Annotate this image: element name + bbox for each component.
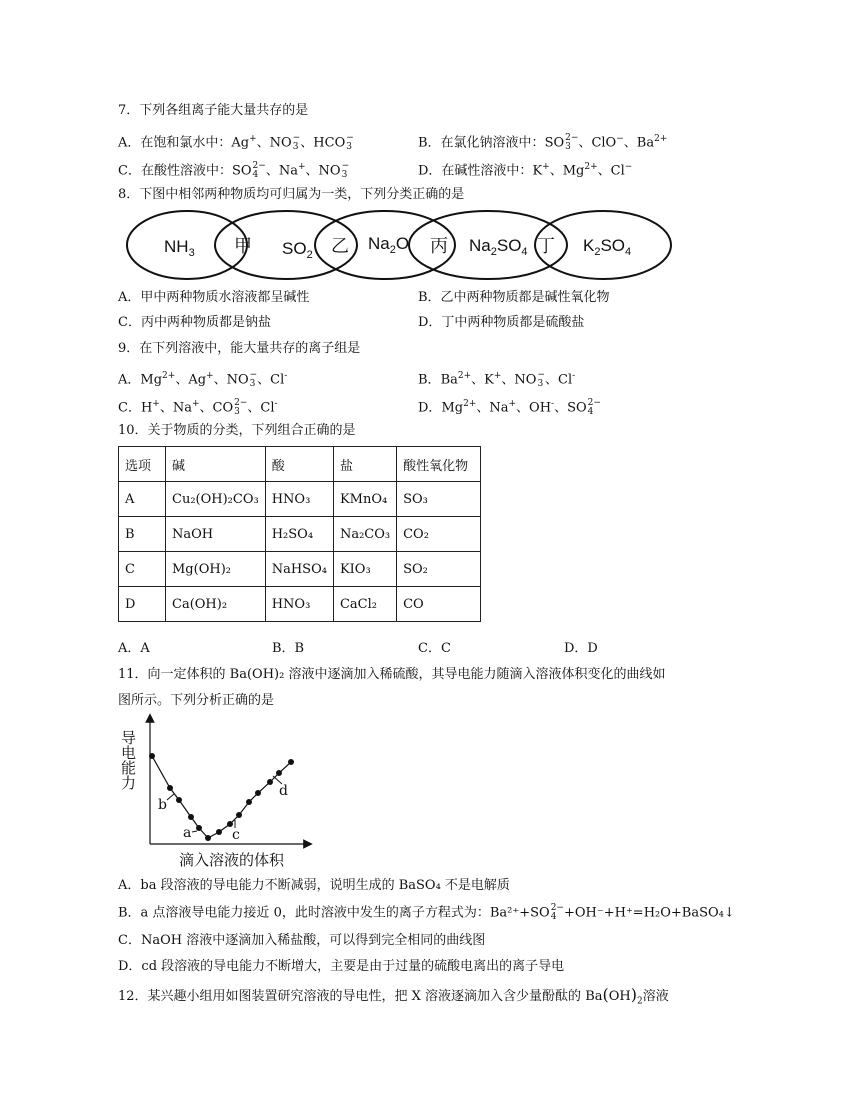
table-cell: Ca(OH)₂ [166, 587, 266, 622]
table-cell: B [119, 517, 166, 552]
data-point [167, 785, 173, 791]
q9-option-d: D．$Mg^{2+}$、Na+、OH-、SO 2− 4 [418, 397, 601, 417]
table-cell: H₂SO₄ [265, 517, 333, 552]
q10-option-b: B．B [272, 641, 305, 656]
data-point [255, 790, 261, 796]
overlap-bing: 丙 [430, 236, 448, 257]
q8-option-d: D．丁中两种物质都是硫酸盐 [418, 315, 585, 330]
q11-option-d: D．cd 段溶液的导电能力不断增大，主要是由于过量的硫酸电离出的离子导电 [118, 959, 565, 974]
q7-option-a: A．在饱和氯水中：Ag+、NO − 3 、HCO − 3 [118, 132, 354, 152]
leader-a [192, 831, 197, 832]
table-cell: Cu₂(OH)₂CO₃ [166, 482, 266, 517]
table-row [119, 552, 481, 587]
label-c: c [232, 827, 240, 843]
q11-option-b: B．a 点溶液导电能力接近 0，此时溶液中发生的离子方程式为：Ba²⁺+SO 2− 4 +OH⁻+H⁺=H₂O+BaSO₄↓ [118, 903, 735, 922]
table-header-cell: 碱 [166, 447, 266, 482]
label-so2: $SO_2$ [282, 239, 313, 261]
table-header-row [119, 447, 481, 482]
q8-option-b: B．乙中两种物质都是碱性氧化物 [418, 290, 610, 305]
q7-option-d: D．在碱性溶液中：K+、$Mg^{2+}$、Cl− [418, 162, 633, 179]
table-cell: CO₂ [397, 517, 481, 552]
data-point [236, 812, 242, 818]
q11-option-c: C．NaOH 溶液中逐滴加入稀盐酸，可以得到完全相同的曲线图 [118, 933, 486, 948]
table-cell: Mg(OH)₂ [166, 552, 266, 587]
label-na2o: $Na_2O$ [368, 234, 410, 256]
data-point [216, 829, 222, 835]
table-cell: D [119, 587, 166, 622]
q11-stem-line1: 11．向一定体积的 Ba(OH)₂ 溶液中逐滴加入稀硫酸，其导电能力随滴入溶液体积变化的曲线如 [118, 667, 666, 682]
table-header-cell: 选项 [119, 447, 166, 482]
q9-stem: 9．在下列溶液中，能大量共存的离子组是 [118, 341, 361, 356]
table-row [119, 482, 481, 517]
q7-option-c: C．在酸性溶液中：SO 2− 4 、Na+、NO − 3 [118, 160, 350, 180]
leader-b [167, 794, 174, 800]
q10-option-a: A．A [118, 641, 150, 656]
q11-option-a: A．ba 段溶液的导电能力不断减弱，说明生成的 BaSO₄ 不是电解质 [118, 878, 510, 893]
overlap-jia: 甲 [234, 236, 252, 257]
table-row [119, 587, 481, 622]
table-cell: SO₃ [397, 482, 481, 517]
overlap-yi: 乙 [331, 236, 349, 257]
q7-stem: 7．下列各组离子能大量共存的是 [118, 103, 309, 118]
overlap-ding: 丁 [537, 236, 555, 257]
table-cell: SO₂ [397, 552, 481, 587]
q9-option-a: A．$Mg^{2+}$、Ag+、NO − 3 、Cl- [118, 369, 288, 389]
table-cell: HNO₃ [265, 482, 333, 517]
data-point [205, 835, 211, 841]
conductivity-chart [119, 712, 312, 872]
table-cell: HNO₃ [265, 587, 333, 622]
table-cell: CaCl₂ [333, 587, 396, 622]
classification-table [118, 446, 481, 622]
table-row [119, 517, 481, 552]
label-na2so4: $Na_2SO_4$ [469, 236, 528, 258]
data-point [149, 753, 155, 759]
table-cell: Na₂CO₃ [333, 517, 396, 552]
q8-option-c: C．丙中两种物质都是钠盐 [118, 315, 271, 330]
table-header-cell: 酸性氧化物 [397, 447, 481, 482]
data-point [288, 759, 294, 765]
table-cell: KIO₃ [333, 552, 396, 587]
data-point [176, 797, 182, 803]
y-axis-title: 导电能力 [119, 730, 137, 790]
q9-option-b: B．$Ba^{2+}$、K+、NO − 3 、Cl- [418, 369, 576, 389]
data-point [276, 770, 282, 776]
data-point [246, 799, 252, 805]
x-axis-title: 滴入溶液的体积 [179, 851, 285, 869]
table-cell: C [119, 552, 166, 587]
q8-stem: 8．下图中相邻两种物质均可归属为一类，下列分类正确的是 [118, 187, 465, 202]
table-cell: CO [397, 587, 481, 622]
q12-stem: 12．某兴趣小组用如图装置研究溶液的导电性，把 X 溶液逐滴加入含少量酚酞的 $Ba(OH)_2$溶液 [118, 985, 669, 1007]
q8-option-a: A．甲中两种物质水溶液都呈碱性 [118, 290, 310, 305]
table-cell: NaHSO₄ [265, 552, 333, 587]
q10-option-c: C．C [418, 641, 451, 656]
q7-option-b: B．在氯化钠溶液中：SO 2− 3 、ClO−、$Ba^{2+}$ [418, 132, 668, 152]
label-d: d [279, 783, 288, 799]
label-k2so4: $K_2SO_4$ [583, 236, 632, 258]
q10-option-d: D．D [564, 641, 598, 656]
data-point [196, 825, 202, 831]
label-b: b [158, 797, 167, 813]
curve [152, 756, 291, 838]
table-cell: KMnO₄ [333, 482, 396, 517]
data-point [188, 814, 194, 820]
table-cell: A [119, 482, 166, 517]
label-a: a [183, 825, 192, 841]
table-cell: NaOH [166, 517, 266, 552]
classification-diagram [120, 206, 680, 286]
table-header-cell: 酸 [265, 447, 333, 482]
q11-stem-line2: 图所示。下列分析正确的是 [118, 693, 275, 708]
label-nh3: $NH_3$ [164, 237, 195, 259]
data-point [267, 779, 273, 785]
q10-stem: 10．关于物质的分类，下列组合正确的是 [118, 423, 356, 438]
table-header-cell: 盐 [333, 447, 396, 482]
q9-option-c: C．H+、Na+、CO 2− 3 、Cl- [118, 397, 278, 417]
